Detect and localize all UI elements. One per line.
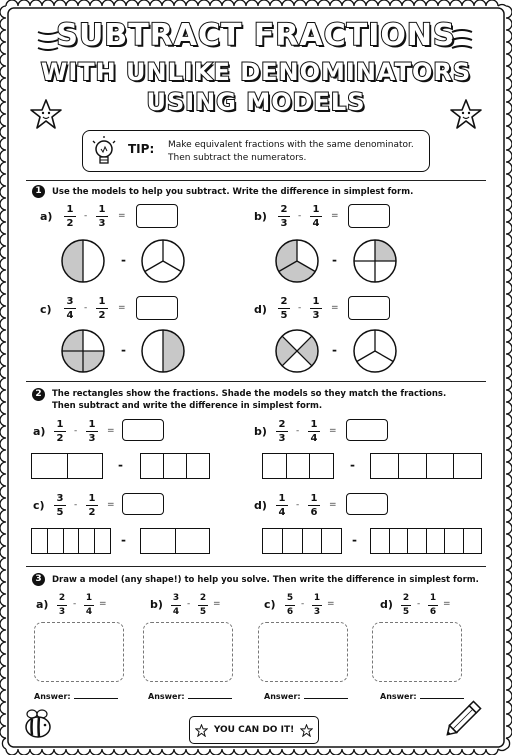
drawing-area[interactable] — [34, 622, 124, 682]
equals-sign: = — [107, 500, 115, 510]
problem-1d-label: d) — [254, 303, 267, 316]
equals-sign: = — [118, 211, 126, 221]
fraction: 2 3 — [58, 593, 66, 617]
answer-box[interactable] — [348, 296, 390, 320]
rectangle-model-thirds[interactable] — [140, 453, 210, 479]
model-minus: - — [121, 343, 126, 357]
answer-box[interactable] — [136, 296, 178, 320]
equals-sign: = — [331, 303, 339, 313]
fraction: 3 4 — [172, 593, 180, 617]
model-minus: - — [332, 253, 337, 267]
fraction: 1 4 — [310, 204, 322, 229]
divider — [26, 180, 486, 181]
fraction: 1 3 — [86, 419, 98, 444]
star-icon — [300, 724, 313, 737]
model-minus: - — [121, 253, 126, 267]
bee-icon — [22, 706, 56, 740]
equals-sign: = — [99, 599, 107, 609]
answer-box[interactable] — [346, 419, 388, 441]
footer-banner — [189, 716, 319, 744]
minus-sign: - — [84, 211, 88, 221]
problem-3b-label: b) — [150, 598, 163, 611]
section-1-badge: 1 — [32, 185, 45, 198]
equals-sign: = — [331, 211, 339, 221]
fraction: 1 4 — [85, 593, 93, 617]
problem-2b-label: b) — [254, 425, 267, 438]
rectangle-model-thirds[interactable] — [262, 453, 334, 479]
problem-3d-label: d) — [380, 598, 393, 611]
title-line-3: USING MODELS — [146, 88, 366, 116]
section-3-instruction: Draw a model (any shape!) to help you solve. Then write the difference in simplest form. — [52, 575, 479, 585]
fraction: 5 6 — [286, 593, 294, 617]
star-icon — [195, 724, 208, 737]
pencil-icon — [440, 692, 490, 742]
fraction: 1 2 — [64, 204, 76, 229]
tip-label: TIP: — [128, 142, 155, 156]
equals-sign: = — [443, 599, 451, 609]
fraction: 1 3 — [313, 593, 321, 617]
tip-text — [168, 139, 414, 165]
minus-sign: - — [298, 303, 302, 313]
star-icon — [450, 98, 482, 130]
answer-box[interactable] — [122, 493, 164, 515]
equals-sign: = — [213, 599, 221, 609]
equals-sign: = — [329, 426, 337, 436]
section-2-instruction-line-2: Then subtract and write the difference in simplest form. — [52, 401, 323, 411]
title-line-1: SUBTRACT FRACTIONS — [56, 18, 456, 53]
answer-label: Answer: — [380, 692, 417, 701]
minus-sign: - — [74, 426, 78, 436]
section-2-instruction-line-1: The rectangles show the fractions. Shade the models so they match the fractions. — [52, 389, 447, 399]
answer-line[interactable] — [148, 692, 232, 701]
rectangle-model-halves[interactable] — [140, 528, 210, 554]
problem-2a-label: a) — [33, 425, 46, 438]
footer-text: YOU CAN DO IT! — [213, 725, 295, 735]
answer-label: Answer: — [264, 692, 301, 701]
fraction: 3 5 — [54, 493, 66, 518]
title-line-2: WITH UNLIKE DENOMINATORS — [40, 58, 472, 86]
minus-sign: - — [73, 599, 77, 609]
equals-sign: = — [327, 599, 335, 609]
answer-box[interactable] — [348, 204, 390, 228]
model-minus: - — [350, 458, 355, 472]
answer-label: Answer: — [34, 692, 71, 701]
circle-model-quarters — [352, 238, 398, 284]
fraction: 1 3 — [96, 204, 108, 229]
equals-sign: = — [329, 500, 337, 510]
problem-1a-label: a) — [40, 210, 53, 223]
swoosh-left-icon — [34, 26, 64, 56]
drawing-area[interactable] — [143, 622, 233, 682]
divider — [26, 381, 486, 382]
lightbulb-icon — [89, 135, 119, 169]
minus-sign: - — [296, 426, 300, 436]
section-1-instruction: Use the models to help you subtract. Write the difference in simplest form. — [52, 187, 414, 197]
model-minus: - — [121, 533, 126, 547]
circle-model-thirds — [352, 328, 398, 374]
tip-line-1: Make equivalent fractions with the same denominator. — [168, 140, 414, 150]
answer-box[interactable] — [136, 204, 178, 228]
fraction: 1 4 — [276, 493, 288, 518]
fraction: 1 6 — [429, 593, 437, 617]
rectangle-model-quarters[interactable] — [262, 528, 342, 554]
fraction: 3 4 — [64, 296, 76, 321]
equals-sign: = — [118, 303, 126, 313]
problem-2c-label: c) — [33, 499, 45, 512]
fraction: 2 5 — [402, 593, 410, 617]
circle-model-fifths — [274, 328, 320, 374]
circle-model-halves — [140, 328, 186, 374]
circle-model-thirds-shaded — [274, 238, 320, 284]
fraction: 1 2 — [96, 296, 108, 321]
section-2-badge: 2 — [32, 388, 45, 401]
rectangle-model-sixths[interactable] — [370, 528, 482, 554]
minus-sign: - — [296, 500, 300, 510]
fraction: 2 5 — [278, 296, 290, 321]
answer-box[interactable] — [122, 419, 164, 441]
problem-2d-label: d) — [254, 499, 267, 512]
fraction: 2 3 — [276, 419, 288, 444]
problem-1c-label: c) — [40, 303, 52, 316]
fraction: 2 3 — [278, 204, 290, 229]
rectangle-model-halves[interactable] — [31, 453, 103, 479]
tip-line-2: Then subtract the numerators. — [168, 153, 307, 163]
minus-sign: - — [301, 599, 305, 609]
tip-box — [82, 130, 430, 172]
section-3-badge: 3 — [32, 573, 45, 586]
problem-1b-label: b) — [254, 210, 267, 223]
minus-sign: - — [187, 599, 191, 609]
section-2-instruction — [52, 388, 446, 412]
minus-sign: - — [417, 599, 421, 609]
circle-model-halves — [60, 238, 106, 284]
answer-box[interactable] — [346, 493, 388, 515]
fraction: 2 5 — [199, 593, 207, 617]
fraction: 1 6 — [308, 493, 320, 518]
fraction: 1 2 — [86, 493, 98, 518]
equals-sign: = — [107, 426, 115, 436]
answer-label: Answer: — [148, 692, 185, 701]
star-icon — [30, 98, 62, 130]
minus-sign: - — [298, 211, 302, 221]
model-minus: - — [352, 533, 357, 547]
divider — [26, 566, 486, 567]
rectangle-model-quarters[interactable] — [370, 453, 482, 479]
answer-line[interactable] — [34, 692, 118, 701]
circle-model-thirds — [140, 238, 186, 284]
model-minus: - — [118, 458, 123, 472]
model-minus: - — [332, 343, 337, 357]
swoosh-right-icon — [446, 26, 476, 56]
minus-sign: - — [84, 303, 88, 313]
drawing-area[interactable] — [372, 622, 462, 682]
problem-3a-label: a) — [36, 598, 49, 611]
fraction: 1 3 — [310, 296, 322, 321]
drawing-area[interactable] — [258, 622, 348, 682]
minus-sign: - — [74, 500, 78, 510]
circle-model-quarters-shaded — [60, 328, 106, 374]
problem-3c-label: c) — [264, 598, 276, 611]
rectangle-model-fifths[interactable] — [31, 528, 111, 554]
fraction: 1 2 — [54, 419, 66, 444]
answer-line[interactable] — [264, 692, 348, 701]
fraction: 1 4 — [308, 419, 320, 444]
